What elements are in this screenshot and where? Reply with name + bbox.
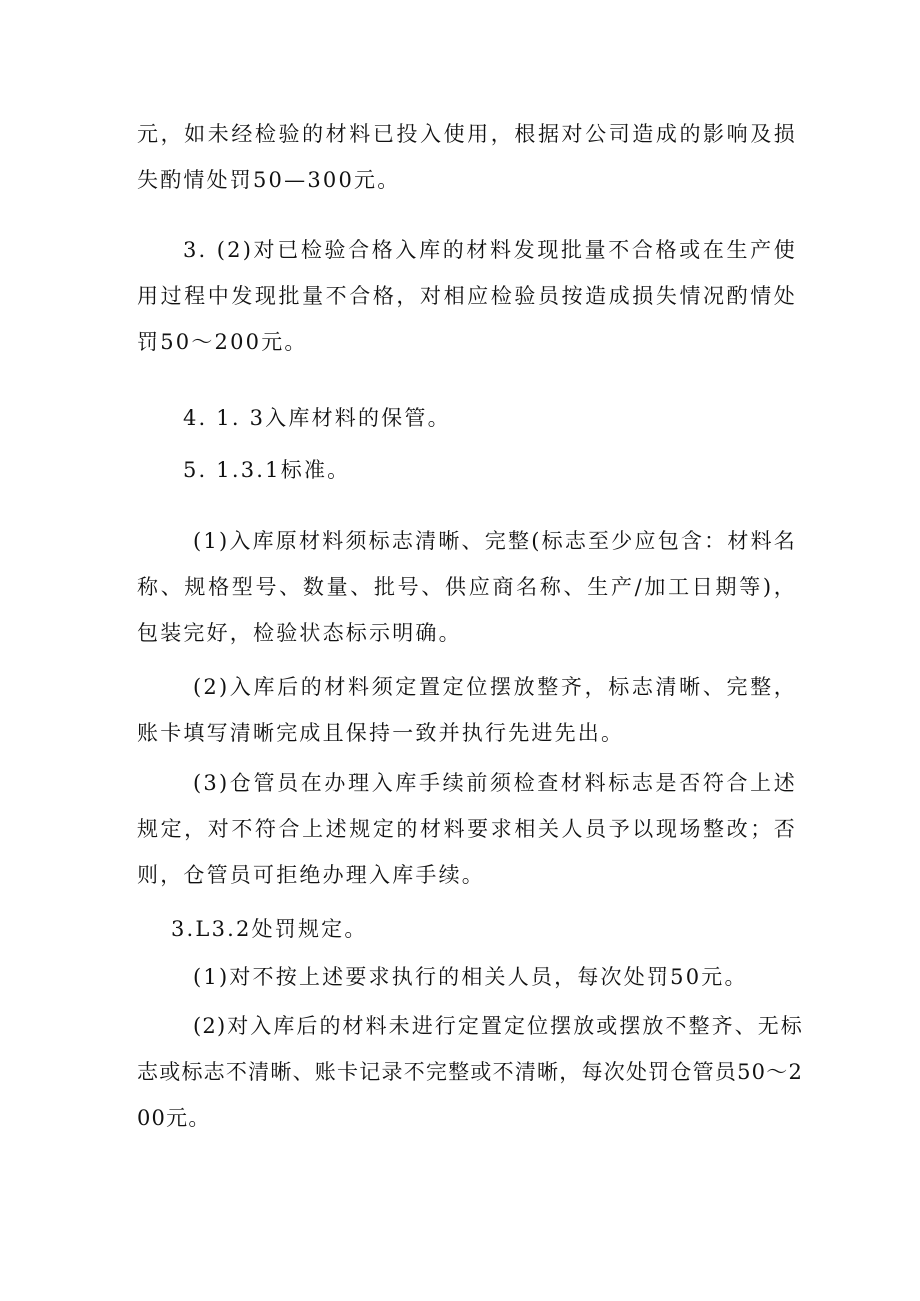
paragraph-5: (1)入库原材料须标志清晰、完整(标志至少应包含：材料名称、规格型号、数量、批号、供应商名称、生产/加工日期等)，包装完好，检验状态标示明确。 <box>137 529 797 645</box>
paragraph-10: (2)对入库后的材料未进行定置定位摆放或摆放不整齐、无标志或标志不清晰、账卡记录不完整或不清晰，每次处罚仓管员50～200元。 <box>137 1014 803 1130</box>
paragraph-9: (1)对不按上述要求执行的相关人员，每次处罚50元。 <box>193 965 748 989</box>
paragraph-3: 4. 1. 3入库材料的保管。 <box>183 406 451 430</box>
paragraph-4: 5. 1.3.1标准。 <box>183 458 351 482</box>
paragraph-2: 3. (2)对已检验合格入库的材料发现批量不合格或在生产使用过程中发现批量不合格，对相应检验员按造成损失情况酌情处罚50～200元。 <box>137 238 797 354</box>
paragraph-1: 元，如未经检验的材料已投入使用，根据对公司造成的影响及损失酌情处罚50—300元。 <box>137 122 797 192</box>
paragraph-8: 3.L3.2处罚规定。 <box>171 917 368 941</box>
paragraph-7: (3)仓管员在办理入库手续前须检查材料标志是否符合上述规定，对不符合上述规定的材料要求相关人员予以现场整改；否则，仓管员可拒绝办理入库手续。 <box>137 771 797 887</box>
paragraph-6: (2)入库后的材料须定置定位摆放整齐，标志清晰、完整，账卡填写清晰完成且保持一致并执行先进先出。 <box>137 675 797 745</box>
